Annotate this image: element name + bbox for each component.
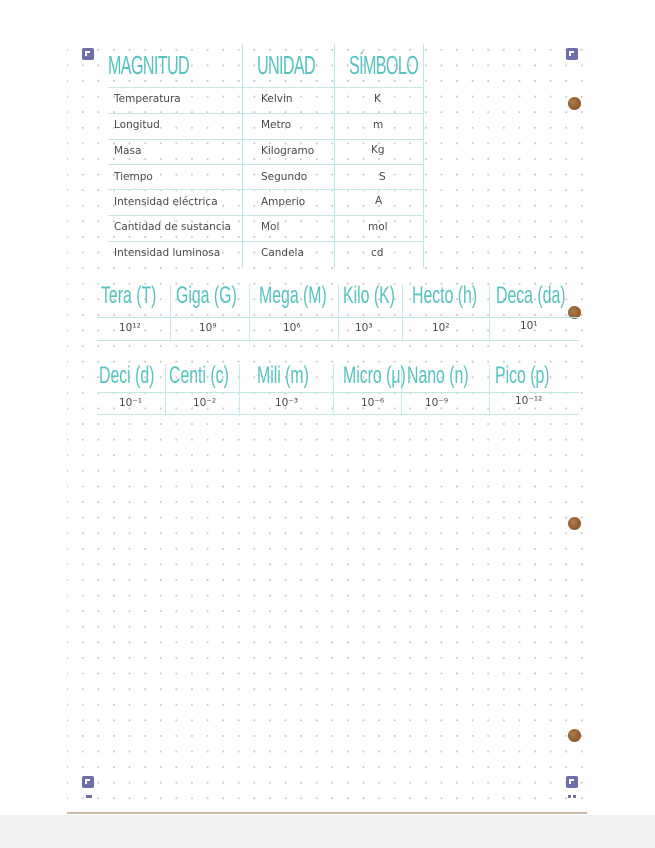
prefix-power: 10⁻¹ <box>119 397 143 409</box>
prefix-power: 10⁻¹² <box>515 395 543 407</box>
unit-cell: Kilogramo <box>261 145 315 157</box>
magnitude-cell: Masa <box>114 145 142 157</box>
submultiples-prefix-row <box>97 362 579 418</box>
prefix-name: Mega (M) <box>259 282 327 309</box>
prefix-power: 10⁻⁹ <box>425 397 449 409</box>
unit-cell: Kelvin <box>261 93 293 105</box>
symbol-cell: m <box>373 119 384 131</box>
magnitude-cell: Cantidad de sustancia <box>114 221 231 233</box>
multiples-prefix-row <box>97 282 579 342</box>
binder-hole <box>568 97 581 110</box>
corner-mark-icon <box>566 776 578 788</box>
prefix-name: Hecto (h) <box>412 282 478 309</box>
prefix-power: 10⁻⁶ <box>361 397 385 409</box>
magnitude-cell: Intensidad luminosa <box>114 247 221 259</box>
symbol-cell: A <box>375 195 383 207</box>
prefix-name: Kilo (K) <box>343 282 395 309</box>
symbol-cell: S <box>379 171 386 183</box>
prefix-name: Mili (m) <box>257 362 309 389</box>
corner-mark-icon <box>566 48 578 60</box>
symbol-cell: mol <box>368 221 388 233</box>
symbol-cell: cd <box>371 247 384 259</box>
corner-mark-icon <box>82 776 94 788</box>
prefix-name: Centi (c) <box>169 362 229 389</box>
prefix-name: Deci (d) <box>99 362 155 389</box>
corner-dash <box>86 795 92 798</box>
prefix-power: 10⁹ <box>199 322 217 334</box>
prefix-name: Micro (μ) <box>343 362 406 389</box>
prefix-power: 10¹ <box>520 320 538 332</box>
header-unit: UNIDAD <box>257 50 316 80</box>
symbol-cell: Kg <box>371 144 385 156</box>
prefix-power: 10⁻² <box>193 397 217 409</box>
magnitude-cell: Tiempo <box>114 171 153 183</box>
prefix-name: Deca (da) <box>496 282 566 309</box>
unit-cell: Metro <box>261 119 292 131</box>
corner-dash <box>568 795 571 798</box>
prefix-power: 10¹² <box>119 322 141 334</box>
prefix-power: 10² <box>432 322 450 334</box>
si-units-table <box>106 44 424 268</box>
prefix-name: Pico (p) <box>495 362 550 389</box>
unit-cell: Amperio <box>261 196 306 208</box>
magnitude-cell: Longitud <box>114 119 160 131</box>
unit-cell: Candela <box>261 247 304 259</box>
corner-mark-icon <box>82 48 94 60</box>
page-background-band <box>0 815 655 848</box>
prefix-name: Tera (T) <box>101 282 157 309</box>
binder-hole <box>568 729 581 742</box>
magnitude-cell: Intensidad eléctrica <box>114 196 218 208</box>
unit-cell: Mol <box>261 221 280 233</box>
prefix-name: Giga (G) <box>176 282 237 309</box>
symbol-cell: K <box>374 93 381 105</box>
corner-dash <box>573 795 576 798</box>
prefix-name: Nano (n) <box>407 362 469 389</box>
prefix-power: 10⁻³ <box>275 397 299 409</box>
prefix-power: 10⁶ <box>283 322 301 334</box>
binder-hole <box>568 517 581 530</box>
prefix-power: 10³ <box>355 322 373 334</box>
header-symbol: SÍMBOLO <box>349 50 419 80</box>
magnitude-cell: Temperatura <box>114 93 181 105</box>
unit-cell: Segundo <box>261 171 308 183</box>
header-magnitude: MAGNITUD <box>108 50 190 80</box>
